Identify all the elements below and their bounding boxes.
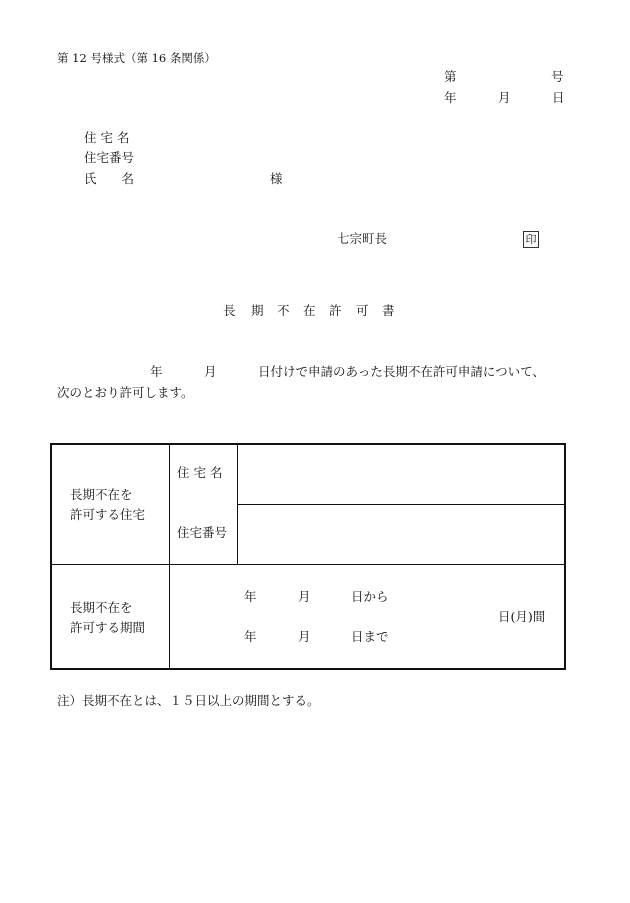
housing-house-name-label: 住 宅 名: [177, 465, 223, 480]
title-char-2: 期: [251, 303, 264, 318]
title-char-4: 在: [303, 303, 316, 318]
table-row-divider-inner: [237, 504, 564, 505]
date-year-label: 年: [444, 90, 457, 105]
table-col-divider-1: [169, 445, 170, 668]
period-duration: 日(月)間: [498, 609, 546, 624]
period-to-month: 月: [298, 629, 311, 644]
period-from-year: 年: [244, 589, 257, 604]
addressee-honorific: 様: [270, 171, 283, 186]
title-char-6: 可: [356, 303, 369, 318]
period-from-day: 日から: [351, 589, 389, 604]
table-row-divider-main: [52, 564, 564, 565]
seal-mark: 印: [523, 231, 539, 248]
housing-head-line1: 長期不在を: [70, 487, 133, 502]
addressee-house-name-label: 住 宅 名: [84, 130, 130, 145]
body-line2: 次のとおり許可します。: [57, 385, 194, 400]
period-to-year: 年: [244, 629, 257, 644]
period-from-month: 月: [298, 589, 311, 604]
housing-house-number-label: 住宅番号: [177, 525, 228, 540]
housing-head-line2: 許可する住宅: [70, 507, 146, 522]
addressee-name-label: 氏 名: [84, 171, 135, 186]
body-month-label: 月: [204, 364, 217, 379]
doc-no-prefix: 第: [444, 69, 457, 84]
title-char-3: 不: [277, 303, 290, 318]
addressee-house-number-label: 住宅番号: [84, 150, 135, 165]
period-to-day: 日まで: [351, 629, 389, 644]
issuer-name: 七宗町長: [337, 231, 388, 246]
title-char-1: 長: [223, 303, 236, 318]
form-id: 第 12 号様式（第 16 条関係）: [57, 51, 216, 65]
doc-no-suffix: 号: [551, 69, 564, 84]
footnote: 注）長期不在とは、１５日以上の期間とする。: [57, 693, 320, 708]
body-year-label: 年: [150, 364, 163, 379]
title-char-5: 許: [329, 303, 342, 318]
title-char-7: 書: [382, 303, 395, 318]
period-head-line2: 許可する期間: [70, 620, 146, 635]
period-head-line1: 長期不在を: [70, 600, 133, 615]
date-day-label: 日: [552, 90, 565, 105]
date-month-label: 月: [498, 90, 511, 105]
body-line1: 日付けで申請のあった長期不在許可申請について、: [258, 364, 545, 379]
